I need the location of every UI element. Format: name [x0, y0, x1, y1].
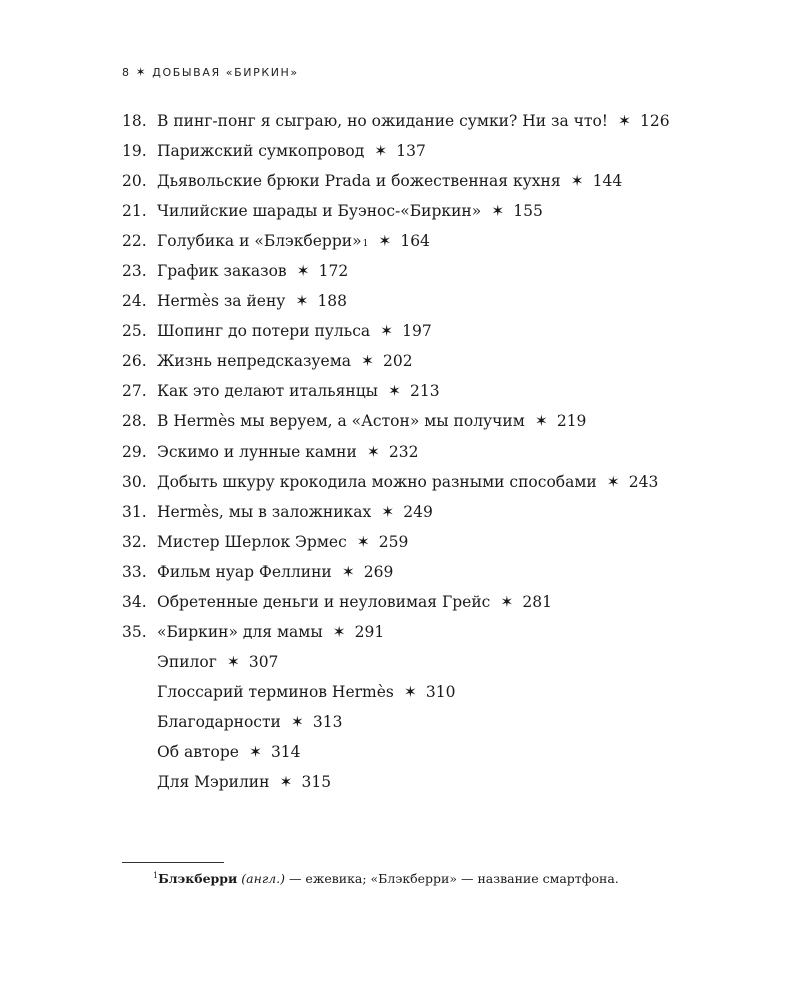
star-separator-icon: ✶	[295, 292, 309, 311]
star-separator-icon: ✶	[296, 262, 310, 281]
toc-entry-title: Глоссарий терминов Hermès	[157, 682, 394, 701]
book-title: ДОБЫВАЯ «БИРКИН»	[152, 66, 299, 79]
star-separator-icon: ✶	[226, 652, 240, 671]
toc-entry-page: 291	[354, 622, 385, 641]
toc-entry	[122, 108, 722, 138]
star-separator-icon: ✶	[135, 65, 148, 79]
toc-entry-title: Шопинг до потери пульса	[157, 322, 371, 341]
toc-entry-page: 314	[270, 742, 301, 761]
toc-entry-number: 22.	[122, 232, 147, 251]
star-separator-icon: ✶	[388, 382, 402, 401]
toc-entry	[122, 288, 722, 318]
toc-entry-page: 137	[396, 142, 426, 161]
toc-entry-page: 310	[425, 682, 456, 701]
toc-entry-title: В пинг-понг я сыграю, но ожидание сумки? Ни за что!	[157, 112, 609, 130]
toc-entry	[122, 739, 722, 769]
toc-entry-page: 249	[403, 502, 433, 521]
toc-entry-page: 188	[317, 292, 348, 311]
toc-entry	[122, 559, 722, 589]
toc-entry-number: 27.	[122, 382, 147, 401]
toc-entry-page: 269	[363, 562, 394, 581]
toc-entry-number: 35.	[122, 622, 147, 641]
star-separator-icon: ✶	[378, 232, 392, 251]
toc-entry-number: 20.	[122, 172, 147, 191]
toc-entry: 22. Голубика и «Блэкберри» 1 ✶ 164	[122, 228, 722, 258]
star-separator-icon: ✶	[361, 352, 375, 371]
footnote-language: (англ.)	[241, 871, 285, 886]
toc-entry	[122, 649, 722, 679]
toc-entry	[122, 769, 722, 799]
toc-entry	[122, 258, 722, 288]
toc-entry	[122, 679, 722, 709]
star-separator-icon: ✶	[332, 622, 346, 641]
star-separator-icon: ✶	[403, 682, 417, 701]
toc-entry	[122, 499, 722, 529]
toc-entry-page: 219	[556, 412, 587, 431]
star-separator-icon: ✶	[279, 773, 293, 792]
toc-entry	[122, 469, 722, 499]
star-separator-icon: ✶	[341, 562, 355, 581]
toc-entry	[122, 529, 722, 559]
star-separator-icon: ✶	[606, 472, 620, 491]
toc-entry-title: Жизнь непредсказуема	[157, 352, 352, 371]
toc-entry	[122, 408, 722, 438]
running-head	[122, 65, 299, 79]
toc-entry-page: 172	[318, 262, 349, 281]
star-separator-icon: ✶	[381, 502, 395, 521]
star-separator-icon: ✶	[374, 142, 388, 161]
toc-entry-page: 315	[301, 773, 332, 792]
star-separator-icon: ✶	[618, 112, 632, 130]
table-of-contents	[122, 108, 722, 799]
star-separator-icon: ✶	[570, 172, 584, 191]
toc-entry-number: 19.	[122, 142, 147, 161]
toc-entry-page: 197	[402, 322, 432, 341]
toc-entry-number: 21.	[122, 202, 147, 221]
footnote-text: — ежевика; «Блэкберри» — название смартфона.	[288, 871, 619, 886]
toc-entry-number: 25.	[122, 322, 147, 341]
toc-entry-title: Эскимо и лунные камни	[157, 442, 357, 461]
toc-entry-title: Для Мэрилин	[157, 773, 270, 792]
toc-entry-number: 33.	[122, 562, 147, 581]
toc-entry-title: Обретенные деньги и неуловимая Грейс	[157, 592, 491, 611]
toc-entry-title: «Биркин» для мамы	[157, 622, 323, 641]
toc-entry	[122, 709, 722, 739]
toc-entry-number: 24.	[122, 292, 147, 311]
toc-entry-title: Добыть шкуру крокодила можно разными способами	[157, 472, 597, 491]
toc-entry-page: 307	[248, 652, 279, 671]
toc-entry-page: 202	[383, 352, 413, 371]
star-separator-icon: ✶	[290, 712, 304, 731]
toc-entry-page: 259	[378, 532, 409, 551]
toc-entry	[122, 318, 722, 348]
toc-entry	[122, 589, 722, 619]
toc-entry-number: 26.	[122, 352, 147, 371]
toc-entry-number: 31.	[122, 502, 147, 521]
star-separator-icon: ✶	[534, 412, 548, 431]
page-number: 8	[122, 66, 131, 79]
toc-entry-title: В Hermès мы веруем, а «Астон» мы получим	[157, 412, 525, 431]
toc-entry-page: 213	[410, 382, 440, 401]
toc-entry-number: 32.	[122, 532, 147, 551]
toc-entry-title: Дьявольские брюки Prada и божественная кухня	[157, 172, 561, 191]
footnote-term: Блэкберри	[158, 871, 238, 886]
star-separator-icon: ✶	[491, 202, 505, 221]
toc-entry-title: Мистер Шерлок Эрмес	[157, 532, 347, 551]
toc-entry-title: Благодарности	[157, 712, 281, 731]
toc-entry-page: 243	[628, 472, 659, 491]
toc-entry-title: Парижский сумкопровод	[157, 142, 365, 161]
star-separator-icon: ✶	[380, 322, 394, 341]
toc-entry-page: 232	[388, 442, 419, 461]
toc-entry-number: 18.	[122, 112, 147, 130]
toc-entry	[122, 439, 722, 469]
toc-entry	[122, 198, 722, 228]
toc-entry	[122, 348, 722, 378]
toc-entry-page: 126	[640, 112, 670, 130]
toc-entry-number: 28.	[122, 412, 147, 431]
toc-entry-title: Фильм нуар Феллини	[157, 562, 332, 581]
footnote-divider	[122, 862, 224, 863]
footnote	[153, 871, 619, 886]
toc-entry-title: График заказов	[157, 262, 287, 281]
toc-entry-page: 164	[400, 232, 430, 251]
toc-entry	[122, 619, 722, 649]
toc-entry-page: 281	[522, 592, 552, 611]
star-separator-icon: ✶	[248, 742, 262, 761]
toc-entry-number: 34.	[122, 592, 147, 611]
star-separator-icon: ✶	[500, 592, 514, 611]
toc-entry-page: 155	[513, 202, 543, 221]
footnote-mark: 1	[153, 870, 159, 880]
toc-entry-title: Hermès за йену	[157, 292, 286, 311]
toc-entry-title: Голубика и «Блэкберри»	[157, 232, 362, 251]
star-separator-icon: ✶	[356, 532, 370, 551]
toc-entry-title: Как это делают итальянцы	[157, 382, 379, 401]
toc-entry-title: Hermès, мы в заложниках	[157, 502, 372, 521]
toc-entry-title: Чилийские шарады и Буэнос-«Биркин»	[157, 202, 482, 221]
toc-entry	[122, 168, 722, 198]
toc-entry-title: Эпилог	[157, 652, 217, 671]
toc-entry	[122, 138, 722, 168]
toc-entry-number: 29.	[122, 442, 147, 461]
toc-entry-title: Об авторе	[157, 742, 239, 761]
star-separator-icon: ✶	[366, 442, 380, 461]
toc-entry-number: 23.	[122, 262, 147, 281]
toc-entry-page: 313	[312, 712, 343, 731]
toc-entry-number: 30.	[122, 472, 147, 491]
toc-entry-page: 144	[592, 172, 623, 191]
toc-entry	[122, 378, 722, 408]
